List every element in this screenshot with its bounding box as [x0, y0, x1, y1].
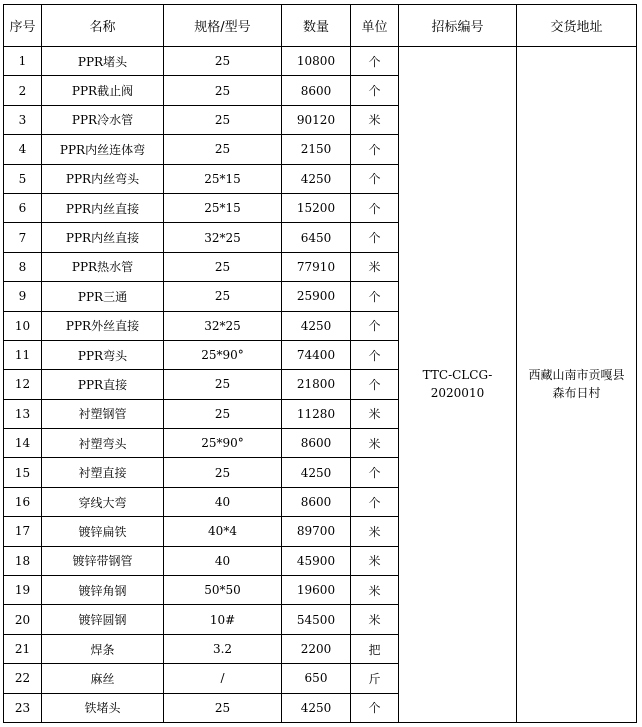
cell-qty: 90120: [282, 105, 351, 134]
cell-qty: 10800: [282, 47, 351, 76]
cell-name: 镀锌角钢: [42, 576, 164, 605]
cell-name: PPR热水管: [42, 252, 164, 281]
cell-no: 22: [4, 664, 42, 693]
cell-qty: 15200: [282, 193, 351, 222]
cell-no: 18: [4, 546, 42, 575]
cell-qty: 4250: [282, 311, 351, 340]
cell-spec: 25*90°: [164, 340, 282, 369]
cell-no: 14: [4, 429, 42, 458]
cell-delivery-address: 西藏山南市贡嘎县森布日村: [517, 47, 637, 723]
cell-no: 9: [4, 282, 42, 311]
cell-spec: 25: [164, 47, 282, 76]
cell-qty: 89700: [282, 517, 351, 546]
cell-qty: 6450: [282, 223, 351, 252]
cell-qty: 25900: [282, 282, 351, 311]
cell-unit: 个: [351, 340, 399, 369]
cell-spec: 25*90°: [164, 429, 282, 458]
cell-spec: 40*4: [164, 517, 282, 546]
cell-spec: 40: [164, 546, 282, 575]
cell-qty: 74400: [282, 340, 351, 369]
cell-qty: 4250: [282, 693, 351, 722]
cell-unit: 个: [351, 135, 399, 164]
cell-unit: 米: [351, 605, 399, 634]
cell-qty: 45900: [282, 546, 351, 575]
cell-name: 衬塑钢管: [42, 399, 164, 428]
header-tender-no: 招标编号: [399, 5, 517, 47]
cell-spec: 25: [164, 135, 282, 164]
cell-unit: 米: [351, 252, 399, 281]
cell-name: 镀锌扁铁: [42, 517, 164, 546]
cell-no: 7: [4, 223, 42, 252]
cell-qty: 650: [282, 664, 351, 693]
cell-name: 穿线大弯: [42, 487, 164, 516]
cell-no: 12: [4, 370, 42, 399]
cell-unit: 个: [351, 282, 399, 311]
cell-spec: 25: [164, 399, 282, 428]
header-spec: 规格/型号: [164, 5, 282, 47]
cell-name: PPR截止阀: [42, 76, 164, 105]
cell-spec: 40: [164, 487, 282, 516]
cell-unit: 个: [351, 458, 399, 487]
cell-qty: 2200: [282, 634, 351, 663]
cell-spec: 25: [164, 105, 282, 134]
cell-spec: /: [164, 664, 282, 693]
cell-unit: 米: [351, 429, 399, 458]
cell-name: PPR内丝直接: [42, 223, 164, 252]
cell-spec: 25: [164, 693, 282, 722]
cell-unit: 个: [351, 487, 399, 516]
cell-no: 8: [4, 252, 42, 281]
cell-qty: 8600: [282, 76, 351, 105]
header-name: 名称: [42, 5, 164, 47]
cell-spec: 25: [164, 76, 282, 105]
cell-qty: 21800: [282, 370, 351, 399]
cell-spec: 3.2: [164, 634, 282, 663]
cell-unit: 个: [351, 193, 399, 222]
cell-tender-no: TTC-CLCG-2020010: [399, 47, 517, 723]
cell-name: 衬塑直接: [42, 458, 164, 487]
cell-qty: 4250: [282, 458, 351, 487]
cell-no: 3: [4, 105, 42, 134]
cell-qty: 19600: [282, 576, 351, 605]
cell-no: 6: [4, 193, 42, 222]
cell-name: PPR内丝弯头: [42, 164, 164, 193]
header-qty: 数量: [282, 5, 351, 47]
procurement-table: [3, 4, 637, 723]
cell-spec: 25*15: [164, 193, 282, 222]
cell-no: 15: [4, 458, 42, 487]
cell-no: 2: [4, 76, 42, 105]
cell-no: 13: [4, 399, 42, 428]
header-unit: 单位: [351, 5, 399, 47]
cell-qty: 11280: [282, 399, 351, 428]
cell-unit: 个: [351, 223, 399, 252]
cell-spec: 25: [164, 458, 282, 487]
cell-name: 镀锌带钢管: [42, 546, 164, 575]
cell-spec: 25*15: [164, 164, 282, 193]
header-row: [4, 5, 637, 47]
cell-qty: 77910: [282, 252, 351, 281]
cell-unit: 个: [351, 370, 399, 399]
cell-spec: 25: [164, 252, 282, 281]
cell-qty: 54500: [282, 605, 351, 634]
cell-no: 4: [4, 135, 42, 164]
cell-no: 19: [4, 576, 42, 605]
cell-no: 16: [4, 487, 42, 516]
cell-unit: 把: [351, 634, 399, 663]
header-delivery-address: 交货地址: [517, 5, 637, 47]
cell-name: PPR弯头: [42, 340, 164, 369]
cell-qty: 4250: [282, 164, 351, 193]
cell-name: 麻丝: [42, 664, 164, 693]
cell-spec: 10#: [164, 605, 282, 634]
cell-spec: 25: [164, 370, 282, 399]
cell-no: 11: [4, 340, 42, 369]
table-row: [4, 47, 637, 76]
cell-unit: 个: [351, 311, 399, 340]
cell-unit: 米: [351, 517, 399, 546]
cell-qty: 8600: [282, 487, 351, 516]
cell-spec: 50*50: [164, 576, 282, 605]
cell-spec: 25: [164, 282, 282, 311]
cell-spec: 32*25: [164, 223, 282, 252]
cell-no: 20: [4, 605, 42, 634]
cell-unit: 斤: [351, 664, 399, 693]
table-body: [4, 47, 637, 723]
cell-no: 21: [4, 634, 42, 663]
cell-no: 5: [4, 164, 42, 193]
cell-name: 衬塑弯头: [42, 429, 164, 458]
cell-name: PPR直接: [42, 370, 164, 399]
cell-qty: 2150: [282, 135, 351, 164]
cell-name: PPR堵头: [42, 47, 164, 76]
cell-name: PPR内丝连体弯: [42, 135, 164, 164]
cell-spec: 32*25: [164, 311, 282, 340]
cell-unit: 个: [351, 693, 399, 722]
cell-name: 焊条: [42, 634, 164, 663]
cell-name: PPR三通: [42, 282, 164, 311]
cell-name: PPR外丝直接: [42, 311, 164, 340]
cell-unit: 个: [351, 76, 399, 105]
cell-no: 23: [4, 693, 42, 722]
cell-name: PPR内丝直接: [42, 193, 164, 222]
header-no: 序号: [4, 5, 42, 47]
cell-unit: 米: [351, 399, 399, 428]
cell-unit: 米: [351, 105, 399, 134]
cell-name: 镀锌圆钢: [42, 605, 164, 634]
cell-no: 17: [4, 517, 42, 546]
cell-unit: 个: [351, 164, 399, 193]
cell-no: 10: [4, 311, 42, 340]
cell-name: PPR冷水管: [42, 105, 164, 134]
cell-unit: 米: [351, 546, 399, 575]
cell-unit: 米: [351, 576, 399, 605]
cell-qty: 8600: [282, 429, 351, 458]
cell-name: 铁堵头: [42, 693, 164, 722]
cell-unit: 个: [351, 47, 399, 76]
cell-no: 1: [4, 47, 42, 76]
